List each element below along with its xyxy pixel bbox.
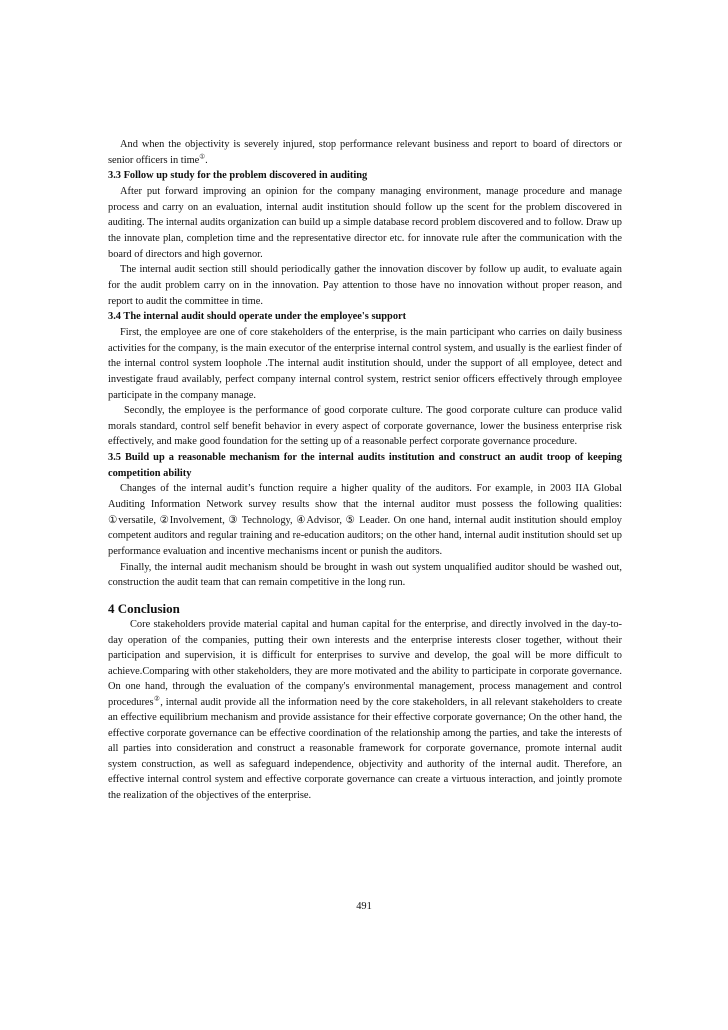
section-3-5-paragraph-2: Finally, the internal audit mechanism should be brought in wash out system unqualified auditor should be washed out, construction the audit team that can remain competitive in the long run. (108, 561, 622, 589)
section-3-3-paragraph-2: The internal audit section still should periodically gather the innovation discover by follow up audit, to evaluate again for the audit problem carry on in the innovation. Pay attention to those have no innovation without proper reason, and report to audit the committee in time. (108, 264, 622, 307)
page-number: 491 (356, 901, 372, 912)
conclusion-heading: 4 Conclusion (108, 601, 180, 617)
intro-paragraph (108, 137, 622, 168)
section-3-5-paragraph-1: Changes of the internal audit’s function require a higher quality of the auditors. For example, in 2003 IIA Global Auditing Information Network survey results show that the internal auditor must possess the following qualities: ①versatile, ②Involvement, ③ Technology, ④Advisor, ⑤ Leader. On one hand, internal audit institution should employ competent auditors and regular training and re-education auditors; on the other hand, internal audit institution should set up performance evaluation and incentive mechanisms incent or punish the auditors. (108, 483, 622, 558)
conclusion-paragraph-text-a: Core stakeholders provide material capital and human capital for the enterprise, and directly involved in the day-to-day operation of the companies, putting their own interests and the enterprise interests closer together, without their participation and supervision, it is difficult for enterprises to survive and develop, the goal will be more difficult to achieve.Comparing with other stakeholders, they are more motivated and the ability to participate in corporate governance. On one hand, through the evaluation of the company's environmental management, process management and control procedures (108, 619, 622, 708)
section-3-3-paragraph-1: After put forward improving an opinion for the company managing environment, manage procedure and manage process and carry on an evaluation, internal audit institution should follow up the scent for the problem discovered in auditing. The internal audits organization can build up a simple database record problem discovered and to follow. Draw up the innovate plan, completion time and the representative director etc. for innovate rule after the communication with the board of directors and high governor. (108, 185, 622, 260)
conclusion-paragraph-text-b: , internal audit provide all the information need by the core stakeholders, in all relevant stakeholders to create an effective equilibrium mechanism and provide assistance for their effective corporate governance; On the other hand, the effective corporate governance can be effective coordination of the relationship among the parties, and take the interests of all parties into consideration and construct a reasonable framework for corporate governance, promote internal audit system construction, as well as safeguard independence, objectivity and authority of the internal audit. Therefore, an effective internal control system and effective corporate governance can create a virtuous interaction, and jointly promote the realization of the objectives of the enterprise. (108, 696, 622, 801)
section-3-5-heading: 3.5 Build up a reasonable mechanism for the internal audits institution and construct an audit troop of keeping competition ability (108, 452, 622, 479)
section-3-4-paragraph-1: First, the employee are one of core stakeholders of the enterprise, is the main participant who carries on daily business activities for the company, is the main executor of the enterprise internal control system, and usually is the earliest finder of the internal control system loophole .The internal audit institution should, under the support of all employee, detect and investigate fraud availably, perfect company internal control system, restrict senior officers effectively through employee participate in the company manage. (108, 326, 622, 401)
conclusion-paragraph (108, 617, 622, 803)
intro-paragraph-end: . (205, 154, 208, 166)
section-3-3-heading: 3.3 Follow up study for the problem discovered in auditing (108, 170, 368, 182)
footnote-ref-2: ② (153, 695, 161, 703)
footnote-ref-1: ① (199, 153, 206, 161)
section-3-4-heading: 3.4 The internal audit should operate under the employee's support (108, 311, 407, 323)
page-body (108, 137, 622, 803)
section-3-4-paragraph-2: Secondly, the employee is the performance of good corporate culture. The good corporate culture can produce valid morals standard, control self benefit behavior in every aspect of corporate governance, lower the business enterprise risk effectively, and make good foundation for the setting up of a reasonable perfect corporate governance procedure. (108, 405, 622, 448)
intro-paragraph-text: And when the objectivity is severely injured, stop performance relevant business and report to board of directors or senior officers in time (108, 139, 622, 166)
